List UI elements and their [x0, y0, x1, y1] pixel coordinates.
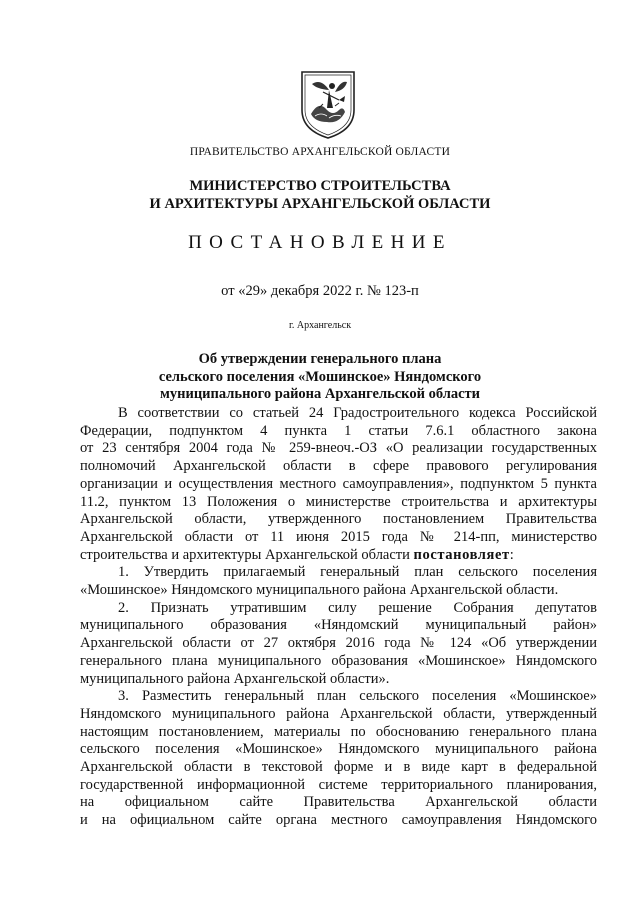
- title-line-1: Об утверждении генерального плана: [198, 351, 442, 367]
- document-date-number: от «29» декабря 2022 г. № 123-п: [221, 283, 419, 299]
- body-text-segment: :: [509, 546, 514, 563]
- document-body: [80, 405, 597, 830]
- body-line: [80, 547, 597, 565]
- title-line-3: муниципального района Архангельской области: [159, 386, 481, 402]
- clause-3-line: государственной информационной системе территориального планирования,: [80, 776, 597, 793]
- coat-of-arms-icon: [299, 70, 357, 140]
- clause-1-line: «Мошинское» Няндомского муниципального района Архангельской области.: [80, 582, 559, 599]
- clause-3-line: Архангельской области в текстовой форме и в виде карт в федеральной: [80, 759, 597, 776]
- ministry-name: [0, 177, 640, 213]
- body-line: 11.2, пунктом 13 Положения о министерстве строительства и архитектуры: [80, 493, 597, 510]
- body-line: Архангельской области, утвержденного постановлением Правительства: [80, 511, 597, 528]
- city: г. Архангельск: [288, 320, 352, 331]
- body-line: Федерации, подпунктом 4 пункта 1 статьи 7.6.1 областного закона: [80, 422, 597, 439]
- document-title: [0, 351, 640, 404]
- ministry-line-2: И АРХИТЕКТУРЫ АРХАНГЕЛЬСКОЙ ОБЛАСТИ: [149, 196, 491, 212]
- clause-2-line: Архангельской области от 27 октября 2016 года № 124 «Об утверждении: [80, 635, 597, 652]
- clause-3-line: сельского поселения «Мошинское» Няндомского муниципального района: [80, 741, 597, 758]
- clause-2-line: муниципального района Архангельской области».: [80, 670, 390, 687]
- title-line-2: сельского поселения «Мошинское» Няндомского: [158, 368, 482, 385]
- clause-2-line: генерального плана муниципального образования «Мошинское» Няндомского: [80, 652, 597, 669]
- clause-3-line: и на официальном сайте органа местного самоуправления Няндомского: [80, 812, 597, 829]
- clause-1-line: 1. Утвердить прилагаемый генеральный план сельского поселения: [118, 564, 597, 581]
- document-type: ПОСТАНОВЛЕНИЕ: [188, 232, 452, 253]
- clause-2-line: муниципального образования «Няндомский муниципальный район»: [80, 617, 597, 634]
- resolution-keyword: постановляет: [413, 546, 510, 563]
- clause-3-line: настоящим постановлением, материалы по обоснованию генерального плана: [80, 723, 597, 740]
- body-line: Архангельской области от 11 июня 2015 года № 214-пп, министерство: [80, 528, 597, 545]
- clause-3-line: 3. Разместить генеральный план сельского поселения «Мошинское»: [118, 688, 597, 705]
- ministry-line-1: МИНИСТЕРСТВО СТРОИТЕЛЬСТВА: [189, 178, 451, 194]
- clause-2-line: 2. Признать утратившим силу решение Собрания депутатов: [118, 599, 597, 616]
- body-text-segment: строительства и архитектуры Архангельской области: [80, 546, 410, 563]
- body-line: полномочий Архангельской области в сфере правового регулирования: [80, 458, 597, 475]
- clause-3-line: на официальном сайте Правительства Архангельской области: [80, 794, 597, 811]
- body-line: организации и осуществления местного самоуправления», подпунктом 5 пункта: [80, 475, 597, 492]
- body-line: В соответствии со статьей 24 Градостроительного кодекса Российской: [118, 405, 597, 421]
- body-line: от 23 сентября 2004 года № 259-внеоч.-ОЗ «О реализации государственных: [80, 440, 597, 457]
- clause-3-line: Няндомского муниципального района Архангельской области, утвержденный: [80, 705, 597, 722]
- government-name: ПРАВИТЕЛЬСТВО АРХАНГЕЛЬСКОЙ ОБЛАСТИ: [189, 146, 451, 158]
